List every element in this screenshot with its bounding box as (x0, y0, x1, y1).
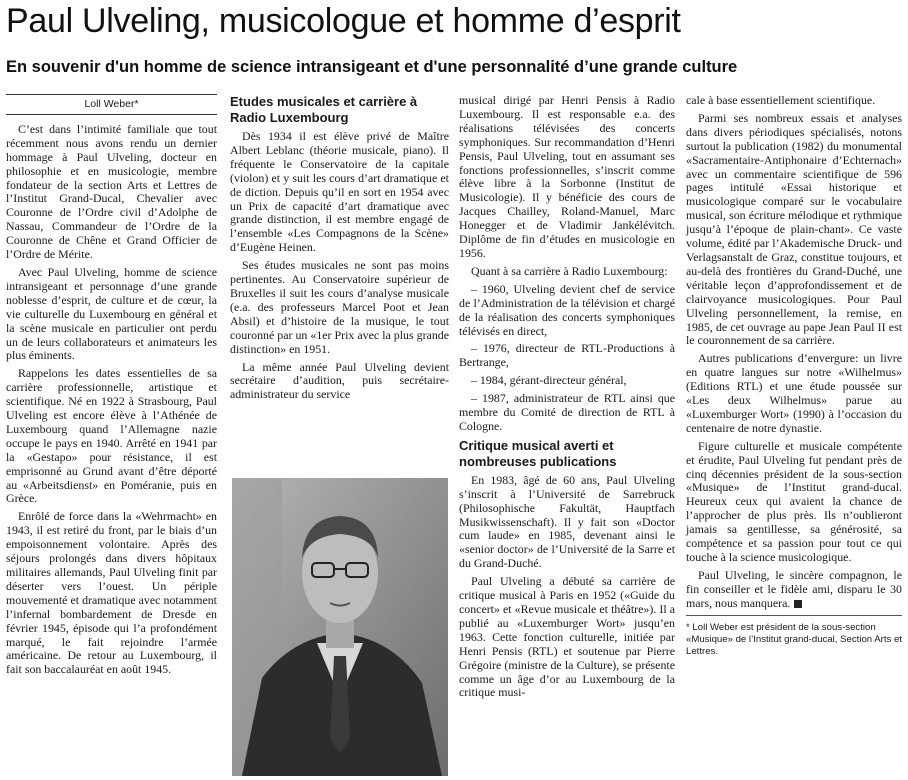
column-1 (6, 94, 217, 681)
paragraph: Quant à sa carrière à Radio Luxembourg: (471, 263, 668, 278)
paragraph: Paul Ulveling a débuté sa carrière de critique musical à Paris en 1952 («Guide du concert» et «Revue musicale et théâtre»). Il a publié au «Luxemburger Wort» jusqu’en 1963. Cette fonction culturelle, initiée par Henri Pensis (RTL) et soutenue par Pierre Grégoire (ministre de la Culture), se présente comme un âge d’or au Luxembourg de la critique musi- (459, 574, 675, 700)
paragraph: musical dirigé par Henri Pensis à Radio Luxembourg. Il est responsable e.a. des réalisations télévisées des concerts symphoniques. Sur recommandation d’Henri Pensis, Paul Ulveling, tout en assumant ses fonctions professionnelles, s’inscrit comme élève libre à la Sorbonne (Institut de Musicologie). Il y bénéficie des cours de Jacques Chailley, Roland-Manuel, Marc Honegger et de Vladimir Jankélévitch. Diplôme de fin d’études en musicologie en 1956. (459, 93, 675, 260)
paragraph: Ses études musicales ne sont pas moins pertinentes. Au Conservatoire supérieur de Bruxelles il suit les cours d’analyse musicale (e.a. des professeurs Marcel Poot et Jean Absil) et d’histoire de la musique, le tout couronné par un «1er Prix avec la plus grande distinction» en 1951. (230, 258, 449, 356)
paragraph: Rappelons les dates essentielles de sa carrière professionnelle, artistique et scientifique. Né en 1922 à Strasbourg, Paul Ulveling est encore élève à l’Athénée de Luxembourg quand l’Allemagne nazie occupe le pays en 1940. Arrêté en 1941 par la «Gestapo» pour résistance, il est emprisonné au Grund avant d’être déporté au «Arbeitsdienst» en Poméranie, puis en Grèce. (6, 366, 217, 506)
paragraph: C’est dans l’intimité familiale que tout récemment nous avons rendu un dernier hommage à Paul Ulveling, docteur en philosophie et en musicologie, membre fondateur de la section Arts et Lettres de l’Institut Grand-Ducal, Chevalier avec Couronne de l’Ordre civil d’Adolphe de Nassau, Commandeur de l’Ordre de la Couronne de Chêne et Grand Officier de l’Ordre de Mérite. (6, 121, 217, 262)
paragraph: Autres publications d’envergure: un livre en quatre langues sur notre «Wilhelmus» (Editions RTL) et une étude poussée sur «Les deux Wilhelmus» parue au «Luxemburger Wort» (1990) à l’occasion du centenaire de notre dynastie. (686, 351, 902, 435)
paragraph: Avec Paul Ulveling, homme de science intransigeant et personnage d’une grande noblesse d’esprit, de culture et de cœur, la vie culturelle du Luxembourg en général et la scène musicale en particulier ont perdu un de leurs collaborateurs et animateurs les plus éminents. (6, 264, 217, 363)
end-mark-icon (794, 600, 802, 608)
column-4 (686, 94, 902, 658)
paragraph: Dès 1934 il est élève privé de Maître Albert Leblanc (théorie musicale, piano). Il fréquente le Conservatoire de la capitale (violon) et y suit les cours d’art dramatique et de diction. Depuis qu’il en sort en 1954 avec un Prix de capacité d’art dramatique avec grande distinction, il est membre engagé de l’ensemble «Les Compagnons de la Scène» d’Eugène Heinen. (230, 129, 449, 255)
list-item: – 1984, gérant-directeur général, (471, 373, 627, 388)
byline: Loll Weber* (6, 94, 217, 115)
list-item: – 1960, Ulveling devient chef de service de l’Administration de la télévision et chargé de la réalisation des concerts symphoniques télévisés en direct, (459, 281, 675, 338)
paragraph: cale à base essentiellement scientifique. (686, 93, 876, 107)
portrait-photo (232, 478, 448, 776)
author-footnote: * Loll Weber est président de la sous-section «Musique» de l’Institut grand-ducal, Section Arts et Lettres. (686, 615, 902, 658)
section-heading: Critique musical averti et nombreuses publications (459, 437, 617, 469)
column-2 (230, 94, 449, 406)
portrait-illustration (232, 478, 448, 776)
paragraph: En 1983, âgé de 60 ans, Paul Ulveling s’inscrit à l’Université de Sarrebruck (Philosophische Fakultät, Hauptfach Musikwissenschaft). Il y fait son «Doctor cum laude» en 1985, devenant ainsi le «senior doctor» de l’Université de la Sarre et du Grand-Duché. (459, 472, 675, 571)
closing-text: Paul Ulveling, le sincère compagnon, le fin conseiller et le fidèle ami, disparu le 30 mars, nous manquera. (686, 567, 902, 610)
list-item: – 1987, administrateur de RTL ainsi que membre du Comité de direction de RTL à Cologne. (459, 391, 675, 433)
article-title: Paul Ulveling, musicologue et homme d’esprit (6, 2, 681, 40)
section-heading: Etudes musicales et carrière à Radio Luxembourg (230, 94, 418, 125)
list-item: – 1976, directeur de RTL-Productions à Bertrange, (459, 341, 675, 370)
paragraph: La même année Paul Ulveling devient secrétaire d’audition, puis secrétaire-administrateur du service (230, 359, 449, 402)
article-subtitle: En souvenir d'un homme de science intransigeant et d'une personnalité d’une grande culture (6, 58, 738, 76)
paragraph: Enrôlé de force dans la «Wehrmacht» en 1943, il est retiré du front, par le biais d’un empoisonnement volontaire. Après des séjours prolongés dans divers hôpitaux militaires allemands, Paul Ulveling finit par déserter vers l’ouest. Un périple mouvementé et dramatique avec notamment l’infernal bombardement de Dresde en février 1945, épisode qui l’a profondément marqué, le fait rejoindre l’armée américaine. De retour au Luxembourg, il fait son baccalauréat en août 1945. (6, 509, 217, 677)
paragraph (686, 569, 902, 611)
paragraph: Figure culturelle et musicale compétente et érudite, Paul Ulveling fut pendant près de cinq décennies président de la sous-section «Musique» de l’Institut grand-ducal. Heureux ceux qui avaient la chance de l’approcher de plus près. Ils n’oublieront jamais sa gentillesse, sa générosité, sa compétence et sa passion pour tout ce qui touche à la science musicologique. (686, 438, 902, 564)
column-3 (459, 94, 675, 704)
paragraph: Parmi ses nombreux essais et analyses dans divers périodiques spécialisés, notons surtout la publication (1982) du monumental «Sacramentaire-Antiphonaire d’Echternach» avec un commentaire scientifique de 596 pages intitulé «Essai historique et musicologique comparé sur le vocabulaire musical, son écriture mélodique et rythmique jusqu’à l’époque de plain-chant». Ce vaste volume, édité par l’Akademische Druck- und Verlagsanstalt de Graz, constitue toujours, et au-delà des frontières du Grand-Duché, une véritable leçon d’approfondissement et de clairvoyance musicologiques. Pour Paul Ulveling personnellement, la remise, en 1985, de cet ouvrage au pape Jean Paul II est le couronnement de sa carrière. (686, 110, 902, 348)
